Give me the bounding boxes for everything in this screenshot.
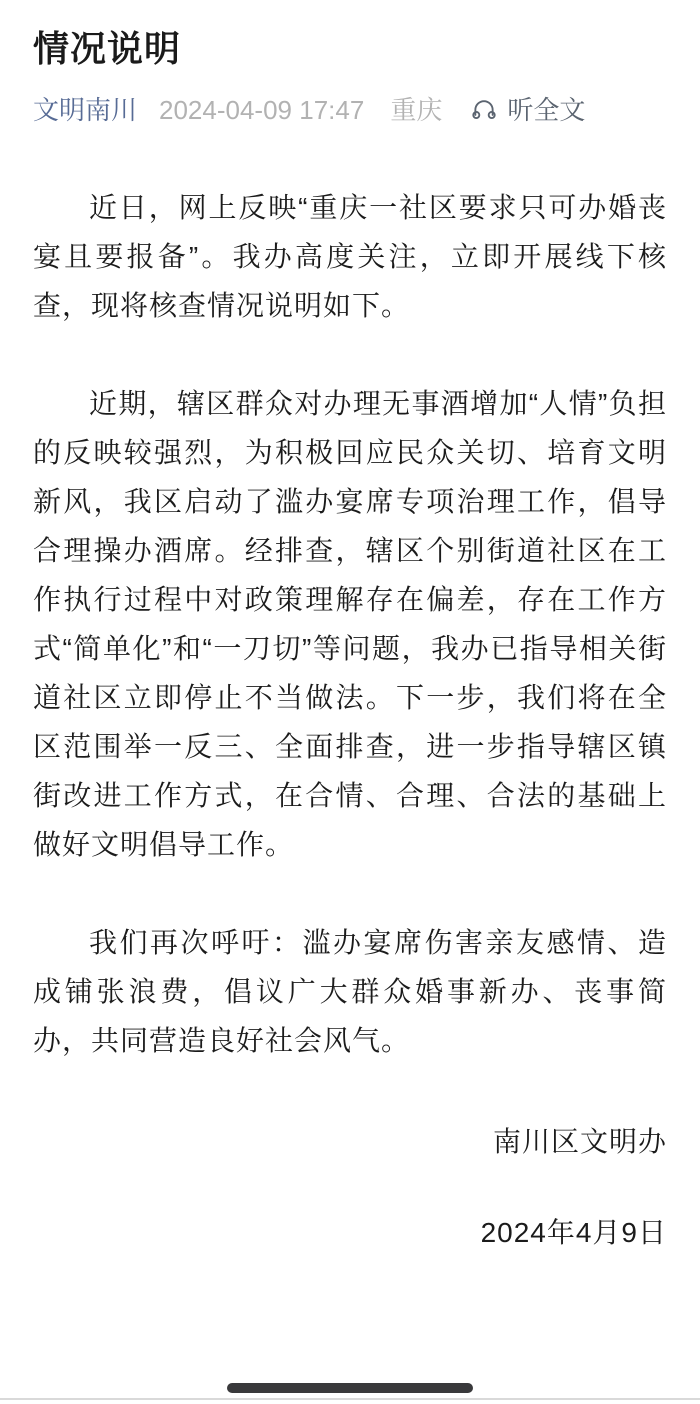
listen-full-text-button[interactable]	[470, 95, 585, 125]
listen-label: 听全文	[507, 95, 586, 125]
bottom-divider	[0, 1398, 700, 1400]
signature-author: 南川区文明办	[492, 1126, 667, 1157]
page-title: 情况说明	[33, 28, 182, 69]
paragraph-2: 近期，辖区群众对办理无事酒增加“人情”负担的反映较强烈，为积极回应民众关切、培育文明新风，我区启动了滥办宴席专项治理工作，倡导合理操办酒席。经排查，辖区个别街道社区在工作执行过程中对政策理解存在偏差，存在工作方式“简单化”和“一刀切”等问题，我办已指导相关街道社区立即停止不当做法。下一步，我们将在全区范围举一反三、全面排查，进一步指导辖区镇街改进工作方式，在合情、合理、合法的基础上做好文明倡导工作。	[33, 388, 667, 860]
paragraph-1: 近日，网上反映“重庆一社区要求只可办婚丧宴且要报备”。我办高度关注，立即开展线下核查，现将核查情况说明如下。	[33, 192, 667, 321]
article-body	[33, 183, 667, 1257]
account-name-link[interactable]: 文明南川	[33, 95, 138, 125]
signature-date: 2024年4月9日	[480, 1217, 667, 1248]
article-meta	[33, 95, 667, 125]
publish-location: 重庆	[390, 95, 443, 125]
home-indicator-bar	[227, 1383, 473, 1393]
publish-time: 2024-04-09 17:47	[159, 95, 365, 125]
headphones-icon	[470, 96, 498, 124]
paragraph-3: 我们再次呼吁：滥办宴席伤害亲友感情、造成铺张浪费，倡议广大群众婚事新办、丧事简办，共同营造良好社会风气。	[33, 927, 667, 1056]
